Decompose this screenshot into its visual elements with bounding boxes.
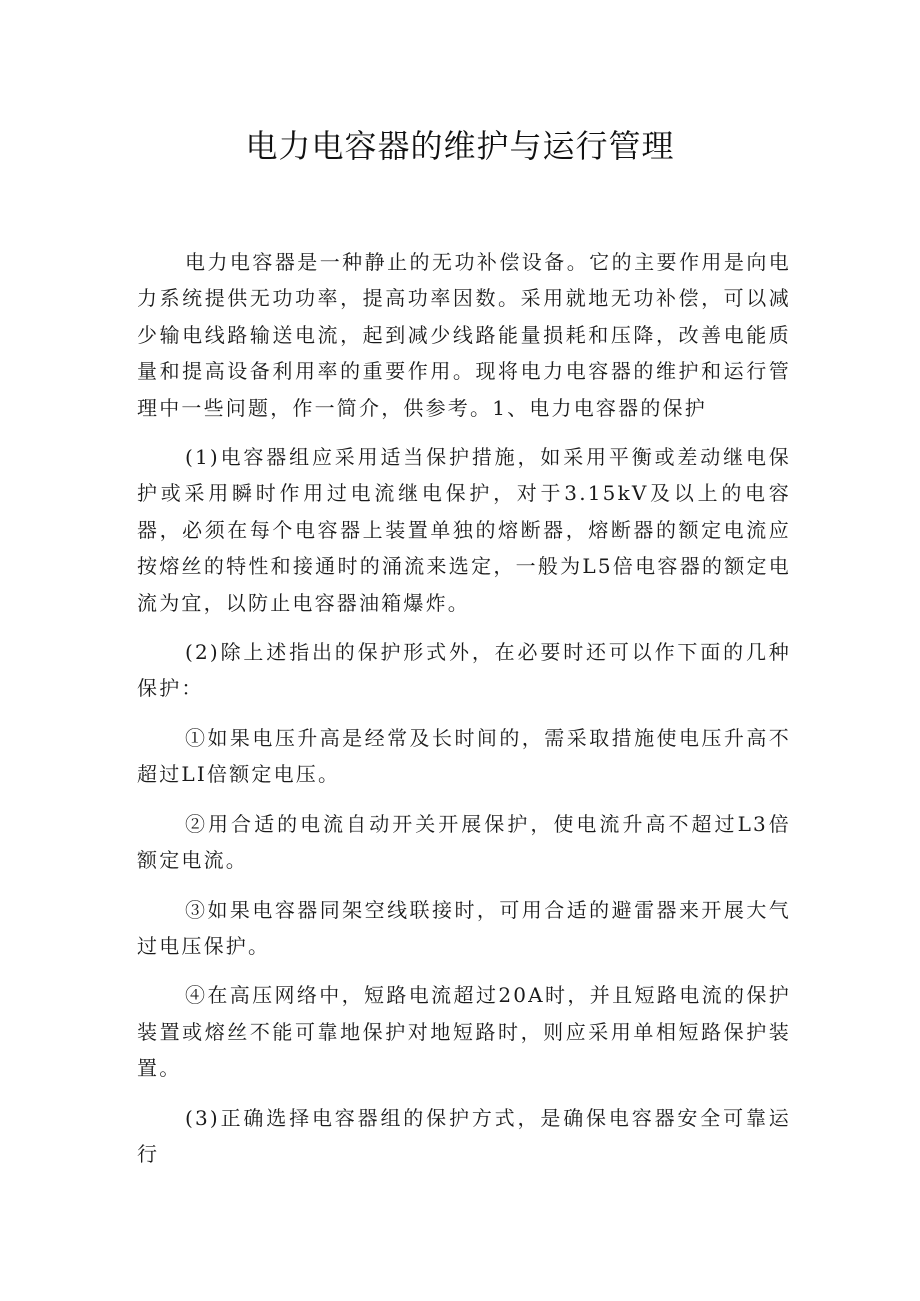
paragraph-item-2: ②用合适的电流自动开关开展保护，使电流升高不超过L3倍额定电流。 <box>137 811 791 873</box>
paragraph-protection-1: (1)电容器组应采用适当保护措施，如采用平衡或差动继电保护或采用瞬时作用过电流继电保护，对于3.15kV及以上的电容器，必须在每个电容器上装置单独的熔断器，熔断器的额定电流应按熔丝的特性和接通时的涌流来选定，一般为L5倍电容器的额定电流为宜，以防止电容器油箱爆炸。 <box>137 445 791 615</box>
paragraph-item-4: ④在高压网络中，短路电流超过20A时，并且短路电流的保护装置或熔丝不能可靠地保护对地短路时，则应采用单相短路保护装置。 <box>137 983 791 1081</box>
paragraph-item-3: ③如果电容器同架空线联接时，可用合适的避雷器来开展大气过电压保护。 <box>137 897 791 958</box>
paragraph-intro: 电力电容器是一种静止的无功补偿设备。它的主要作用是向电力系统提供无功功率，提高功率因数。采用就地无功补偿，可以减少输电线路输送电流，起到减少线路能量损耗和压降，改善电能质量和提高设备利用率的重要作用。现将电力电容器的维护和运行管理中一些问题，作一简介，供参考。1、电力电容器的保护 <box>137 250 791 420</box>
paragraph-protection-2: (2)除上述指出的保护形式外，在必要时还可以作下面的几种保护： <box>137 640 791 701</box>
document-title: 电力电容器的维护与运行管理 <box>245 127 675 165</box>
paragraph-protection-3: (3)正确选择电容器组的保护方式，是确保电容器安全可靠运行 <box>137 1105 791 1166</box>
document-body <box>137 244 791 1185</box>
paragraph-item-1: ①如果电压升高是经常及长时间的，需采取措施使电压升高不超过LI倍额定电压。 <box>137 725 791 787</box>
